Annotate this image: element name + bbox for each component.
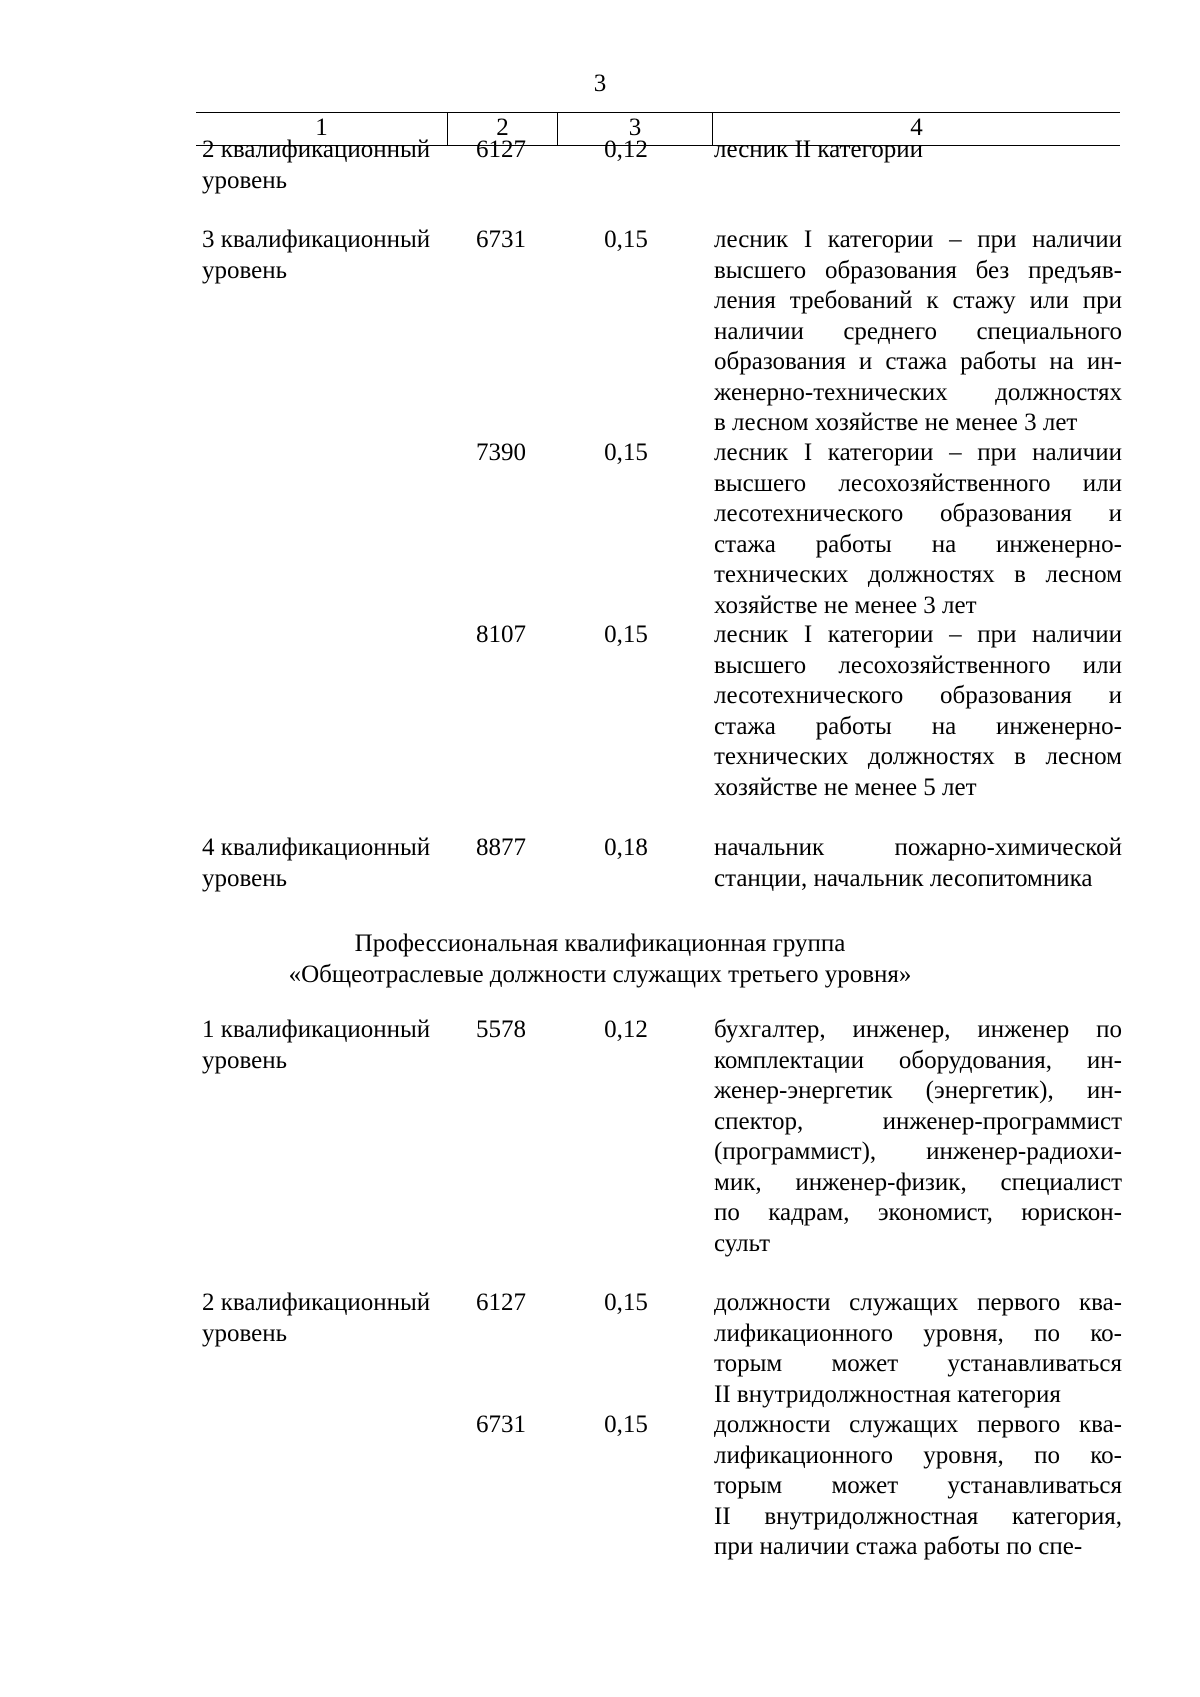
position-description-line: стажа работы на инженерно- [714,530,1122,558]
qualification-level-line: 3 квалификационный [202,226,431,253]
salary-value: 6731 [476,226,526,253]
position-description-line: образования и стажа работы на ин- [714,348,1122,375]
position-description-line: лификационного уровня, по ко- [714,1441,1122,1469]
qualification-level [202,833,452,894]
position-description-line: торым может устанавливаться [714,1472,1122,1499]
coefficient-value: 0,12 [604,1016,648,1043]
position-description-line: в лесном хозяйстве не менее 3 лет [714,409,1078,436]
position-description-line: комплектации оборудования, ин- [714,1046,1122,1074]
header-col-4: 4 [910,114,923,141]
position-description-line: начальник пожарно-химической [714,834,1122,861]
qualification-level-line: 1 квалификационный [202,1016,431,1043]
position-description-line: торым может устанавливаться [714,1350,1122,1377]
qualification-level-line: уровень [202,1319,288,1347]
position-description-line: лесник II категории [714,136,923,163]
coefficient-value: 0,15 [604,439,648,466]
position-description-line: хозяйстве не менее 3 лет [714,591,977,619]
qualification-level-line: уровень [202,166,288,194]
position-description-line: II внутридолжностная категория, [714,1502,1122,1530]
header-col-1: 1 [196,113,448,145]
salary-value: 6127 [476,136,526,163]
header-col-3: 3 [558,113,713,145]
position-description-line: лесотехнического образования и [714,500,1122,527]
salary-value: 8107 [476,621,526,648]
position-description-line: высшего лесохозяйственного или [714,651,1122,679]
coefficient-value: 0,15 [604,1289,648,1316]
position-description-line: мик, инженер-физик, специалист [714,1168,1122,1196]
coefficient-value: 0,15 [604,1411,648,1438]
position-description-line: сульт [714,1229,771,1257]
position-description-line: лесник I категории – при наличии [714,621,1122,648]
position-description [714,1015,1122,1259]
position-description [714,1288,1122,1410]
position-description-line: ления требований к стажу или при [714,287,1122,314]
coefficient-value: 0,12 [604,136,648,163]
position-description [714,620,1122,803]
salary-value: 7390 [476,439,526,466]
position-description-line: наличии среднего специального [714,317,1122,345]
position-description-line: технических должностях в лесном [714,743,1122,770]
coefficient-value: 0,18 [604,834,648,861]
qualification-level [202,135,452,196]
position-description-line: женерно-технических должностях [714,378,1122,406]
position-description-line: хозяйстве не менее 5 лет [714,773,977,801]
position-description-line: станции, начальник лесопитомника [714,864,1093,892]
qualification-level-line: уровень [202,256,288,284]
position-description-line: лификационного уровня, по ко- [714,1319,1122,1347]
position-description-line: (программист), инженер-радиохи- [714,1138,1122,1165]
position-description-line: лесник I категории – при наличии [714,439,1122,466]
group-title-line-2: «Общеотраслевые должности служащих третьего уровня» [288,961,912,988]
coefficient-value: 0,15 [604,621,648,648]
qualification-level-line: 2 квалификационный [202,136,431,163]
position-description-line: спектор, инженер-программист [714,1107,1122,1135]
position-description [714,833,1122,894]
position-description-line: должности служащих первого ква- [714,1411,1122,1438]
position-description-line: женер-энергетик (энергетик), ин- [714,1077,1122,1104]
coefficient-value: 0,15 [604,226,648,253]
position-description-line: бухгалтер, инженер, инженер по [714,1016,1122,1043]
qualification-level-line: уровень [202,1046,288,1074]
position-description-line: высшего лесохозяйственного или [714,469,1122,497]
position-description-line: высшего образования без предъяв- [714,256,1122,284]
position-description-line: должности служащих первого ква- [714,1289,1122,1316]
position-description-line: лесник I категории – при наличии [714,226,1122,253]
position-description-line: стажа работы на инженерно- [714,712,1122,740]
salary-value: 6731 [476,1411,526,1438]
position-description-line: по кадрам, экономист, юрискон- [714,1199,1122,1226]
position-description [714,438,1122,621]
qualification-level-line: уровень [202,864,288,892]
position-description [714,225,1122,439]
salary-value: 8877 [476,834,526,861]
qualification-level-line: 4 квалификационный [202,834,431,861]
position-description-line: лесотехнического образования и [714,682,1122,709]
qualification-level-line: 2 квалификационный [202,1289,431,1316]
position-description [714,1410,1122,1563]
position-description-line: II внутридолжностная категория [714,1380,1061,1408]
position-description [714,135,1122,166]
group-title-line-1: Профессиональная квалификационная группа [354,930,846,957]
qualification-level [202,1288,452,1349]
qualification-level [202,1015,452,1076]
position-description-line: при наличии стажа работы по спе- [714,1533,1083,1560]
position-description-line: технических должностях в лесном [714,561,1122,588]
salary-value: 5578 [476,1016,526,1043]
page-number: 3 [593,70,607,97]
salary-value: 6127 [476,1289,526,1316]
qualification-level [202,225,452,286]
header-col-2: 2 [448,113,558,145]
group-title [0,928,1200,990]
